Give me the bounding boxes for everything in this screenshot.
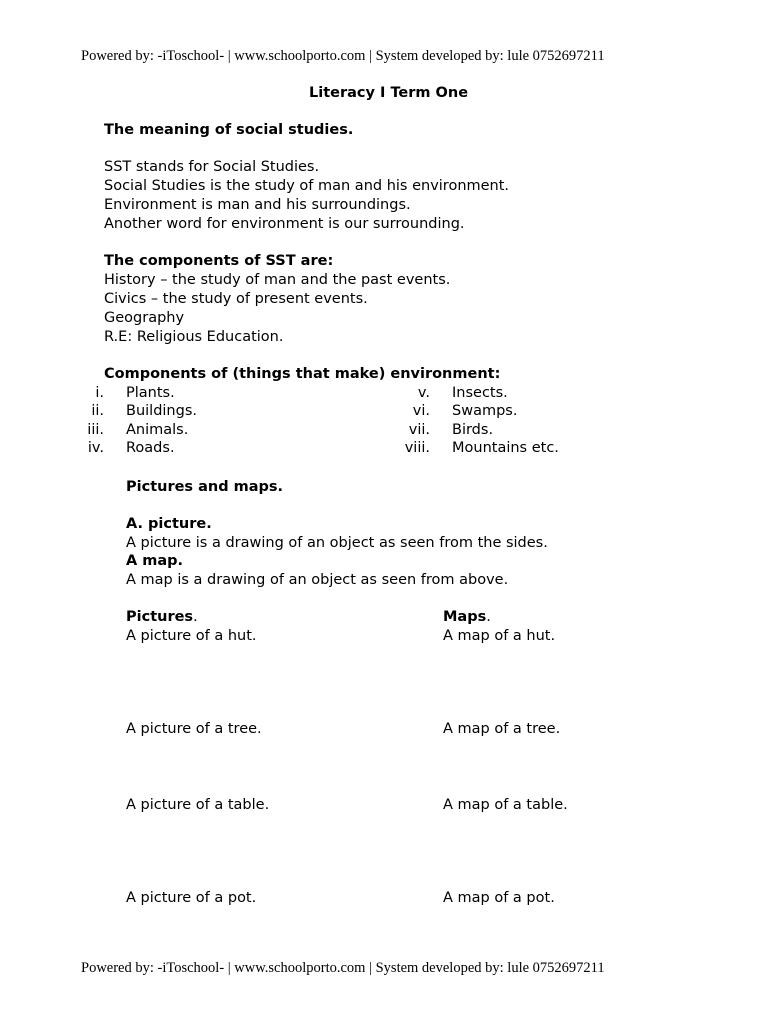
list-number: ii. xyxy=(91,403,104,419)
picture-row: A picture of a table. xyxy=(126,797,270,813)
section-heading-pictures-maps: Pictures and maps. xyxy=(126,479,284,495)
list-item: Buildings. xyxy=(126,403,197,419)
list-number: viii. xyxy=(404,440,430,456)
list-item: Swamps. xyxy=(452,403,518,419)
map-heading: A map. xyxy=(126,553,184,569)
picture-definition: A picture is a drawing of an object as seen from the sides. xyxy=(126,535,548,551)
section-heading-environment-components: Components of (things that make) environment: xyxy=(104,366,501,382)
section-heading-sst-components: The components of SST are: xyxy=(104,253,334,269)
map-row: A map of a table. xyxy=(443,797,568,813)
list-number: iii. xyxy=(87,422,104,438)
list-item: Insects. xyxy=(452,385,508,401)
map-row: A map of a pot. xyxy=(443,890,555,906)
picture-row: A picture of a tree. xyxy=(126,721,262,737)
page-footer: Powered by: -iToschool- | www.schoolporto.com | System developed by: lule 0752697211 xyxy=(81,960,605,976)
section-heading-meaning: The meaning of social studies. xyxy=(104,122,354,138)
page-header: Powered by: -iToschool- | www.schoolporto.com | System developed by: lule 0752697211 xyxy=(81,48,605,64)
list-number: i. xyxy=(95,385,104,401)
picture-heading: A. picture. xyxy=(126,516,212,532)
map-row: A map of a tree. xyxy=(443,721,561,737)
meaning-line: Environment is man and his surroundings. xyxy=(104,197,411,213)
document-title: Literacy I Term One xyxy=(309,85,469,101)
list-item: Birds. xyxy=(452,422,494,438)
sst-component-line: Civics – the study of present events. xyxy=(104,291,368,307)
list-item: Mountains etc. xyxy=(452,440,559,456)
map-definition: A map is a drawing of an object as seen from above. xyxy=(126,572,509,588)
column-heading-maps: Maps. xyxy=(443,609,491,625)
picture-row: A picture of a hut. xyxy=(126,628,257,644)
sst-component-line: History – the study of man and the past events. xyxy=(104,272,451,288)
sst-component-line: Geography xyxy=(104,310,185,326)
list-number: iv. xyxy=(87,440,104,456)
list-number: vi. xyxy=(412,403,430,419)
list-number: vii. xyxy=(408,422,430,438)
sst-component-line: R.E: Religious Education. xyxy=(104,329,284,345)
map-row: A map of a hut. xyxy=(443,628,556,644)
column-heading-pictures: Pictures. xyxy=(126,609,198,625)
meaning-line: Social Studies is the study of man and his environment. xyxy=(104,178,510,194)
list-item: Plants. xyxy=(126,385,175,401)
meaning-line: SST stands for Social Studies. xyxy=(104,159,320,175)
list-number: v. xyxy=(417,385,430,401)
list-item: Roads. xyxy=(126,440,175,456)
meaning-line: Another word for environment is our surrounding. xyxy=(104,216,465,232)
list-item: Animals. xyxy=(126,422,189,438)
picture-row: A picture of a pot. xyxy=(126,890,257,906)
